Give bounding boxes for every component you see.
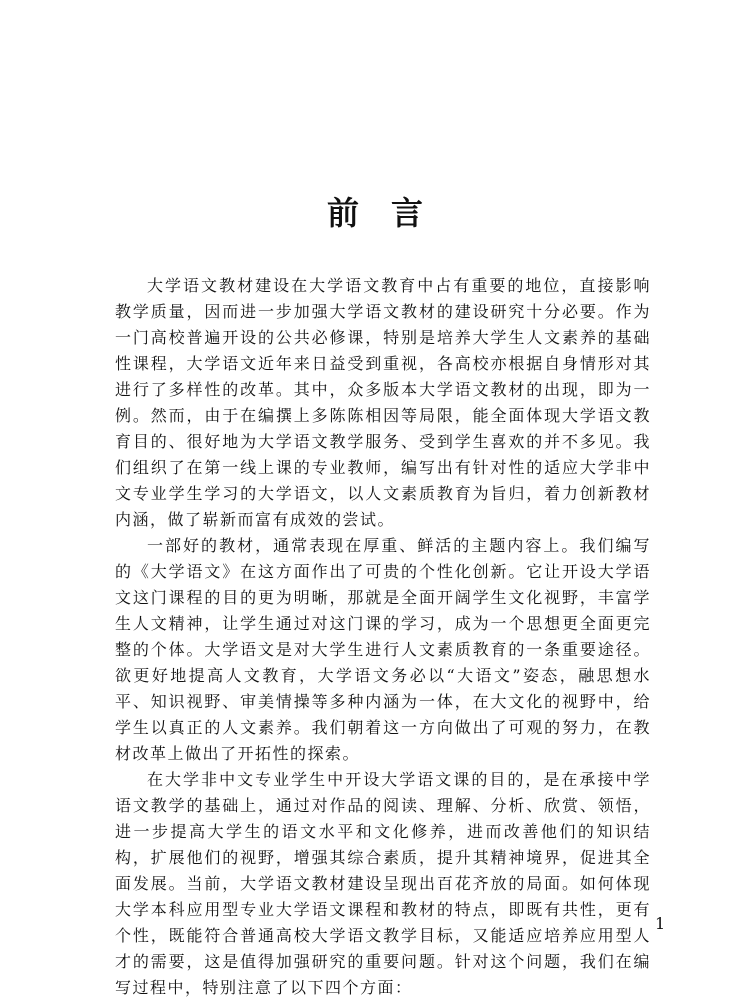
body-text <box>115 273 651 1001</box>
paragraph-1: 大学语文教材建设在大学语文教育中占有重要的地位，直接影响教学质量，因而进一步加强大学语文教材的建设研究十分必要。作为一门高校普遍开设的公共必修课，特别是培养大学生人文素养的基础性课程，大学语文近年来日益受到重视，各高校亦根据自身情形对其进行了多样性的改革。其中，众多版本大学语文教材的出现，即为一例。然而，由于在编撰上多陈陈相因等局限，能全面体现大学语文教育目的、很好地为大学语文教学服务、受到学生喜欢的并不多见。我们组织了在第一线上课的专业教师，编写出有针对性的适应大学非中文专业学生学习的大学语文，以人文素质教育为旨归，着力创新教材内涵，做了崭新而富有成效的尝试。 <box>115 276 651 529</box>
page-number: 1 <box>655 914 666 933</box>
paragraph-2: 一部好的教材，通常表现在厚重、鲜活的主题内容上。我们编写的《大学语文》在这方面作出了可贵的个性化创新。它让开设大学语文这门课程的目的更为明晰，那就是全面开阔学生文化视野，丰富学生人文精神，让学生通过对这门课的学习，成为一个思想更全面更完整的个体。大学语文是对大学生进行人文素质教育的一条重要途径。欲更好地提高人文教育，大学语文务必以“大语文”姿态，融思想水平、知识视野、审美情操等多种内涵为一体，在大文化的视野中，给学生以真正的人文素养。我们朝着这一方向做出了可观的努力，在教材改革上做出了开拓性的探索。 <box>115 536 651 763</box>
page-title: 前言 <box>326 194 455 232</box>
paragraph-3: 在大学非中文专业学生中开设大学语文课的目的，是在承接中学语文教学的基础上，通过对作品的阅读、理解、分析、欣赏、领悟，进一步提高大学生的语文水平和文化修养，进而改善他们的知识结构，扩展他们的视野，增强其综合素质，提升其精神境界，促进其全面发展。当前，大学语文教材建设呈现出百花齐放的局面。如何体现大学本科应用型专业大学语文课程和教材的特点，即既有共性，更有个性，既能符合普通高校大学语文教学目标，又能适应培养应用型人才的需要，这是值得加强研究的重要问题。针对这个问题，我们在编写过程中，特别注意了以下四个方面： <box>115 770 651 997</box>
